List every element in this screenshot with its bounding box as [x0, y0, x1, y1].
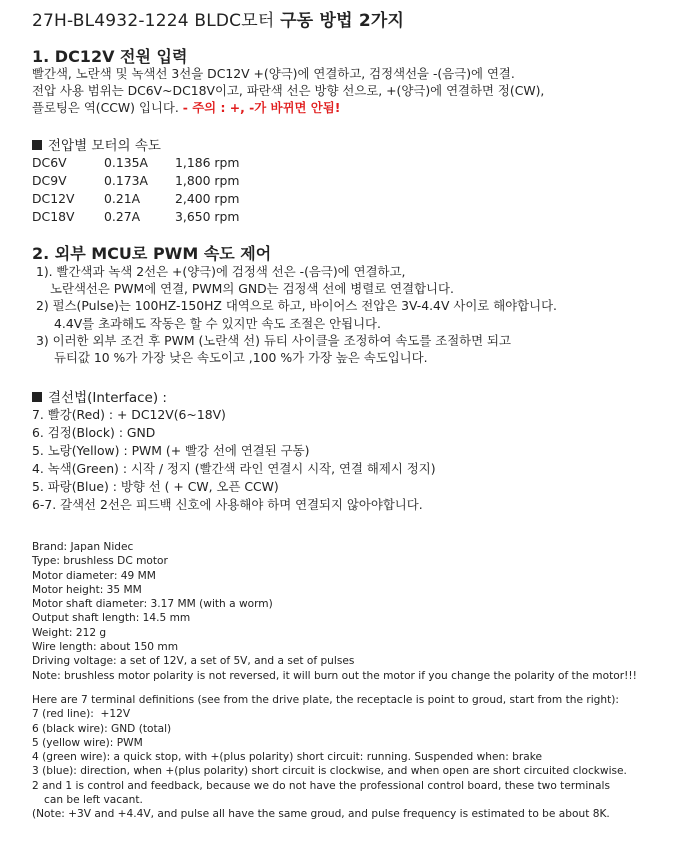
terminal-line: 5 (yellow wire): PWM	[32, 736, 143, 749]
spec-line: Type: brushless DC motor	[32, 555, 168, 568]
spacer	[32, 683, 637, 693]
terminal-line: 3 (blue): direction, when +(plus polarity) short circuit is clockwise, and when open are short circuited clockwise.	[32, 765, 627, 778]
section1-line-3	[32, 99, 340, 116]
speed-rpm: 1,800 rpm	[175, 173, 240, 188]
wiring-item: 5. 노랑(Yellow) : PWM (+ 빨강 선에 연결된 구동)	[32, 443, 310, 458]
section1-line-2: 전압 사용 범위는 DC6V~DC18V이고, 파란색 선은 방향 선으로, +(양극)에 연결하면 정(CW),	[32, 83, 545, 98]
interface-heading	[32, 386, 167, 406]
spec-line: Weight: 212 g	[32, 626, 107, 639]
pwm-line: 4.4V를 초과해도 작동은 할 수 있지만 속도 조절은 안됩니다.	[54, 315, 381, 331]
spec-line: Brand: Japan Nidec	[32, 541, 134, 553]
pwm-instructions	[32, 263, 557, 366]
spec-line: Wire length: about 150 mm	[32, 641, 179, 654]
title-model: 27H-BL4932-1224 BLDC모터	[32, 11, 275, 31]
speed-current: 0.173A	[104, 173, 148, 188]
wiring-list	[32, 406, 436, 514]
pwm-line: 1). 빨간색과 녹색 2선은 +(양극)에 검정색 선은 -(음극)에 연결하고,	[32, 264, 406, 279]
terminal-line: 7 (red line): +12V	[32, 708, 131, 721]
section2-heading: 2. 외부 MCU로 PWM 속도 제어	[32, 244, 272, 263]
wiring-item: 5. 파랑(Blue) : 방향 선 ( + CW, 오픈 CCW)	[32, 479, 279, 494]
pwm-line: 노란색선은 PWM에 연결, PWM의 GND는 검정색 선에 병렬로 연결합니다.	[50, 281, 454, 297]
wiring-item: 6-7. 갈색선 2선은 피드백 신호에 사용해야 하며 연결되지 않아야합니다.	[32, 497, 423, 512]
speed-heading-text: 전압별 모터의 속도	[48, 138, 161, 154]
spec-line: Note: brushless motor polarity is not reversed, it will burn out the motor if you change the polarity of the motor!!!	[32, 669, 637, 682]
speed-rpm: 3,650 rpm	[175, 209, 240, 224]
speed-heading	[32, 134, 161, 154]
spec-line: Output shaft length: 14.5 mm	[32, 612, 191, 625]
speed-voltage: DC18V	[32, 209, 75, 224]
terminal-line: can be left vacant.	[44, 794, 143, 807]
wiring-item: 4. 녹색(Green) : 시작 / 정지 (빨간색 라인 연결시 시작, 연결 해제시 정지)	[32, 461, 436, 476]
title-method: 구동 방법 2가지	[280, 11, 405, 31]
section1-line-1: 빨간색, 노란색 및 녹색선 3선을 DC12V +(양극)에 연결하고, 검정색선을 -(음극)에 연결.	[32, 66, 515, 81]
square-bullet-icon	[32, 140, 42, 150]
pwm-line: 듀티값 10 %가 가장 낮은 속도이고 ,100 %가 가장 높은 속도입니다.	[54, 349, 428, 365]
interface-heading-text: 결선법(Interface) :	[48, 390, 167, 406]
wiring-item: 7. 빨강(Red) : + DC12V(6~18V)	[32, 407, 226, 422]
spec-line: Motor shaft diameter: 3.17 MM (with a worm)	[32, 598, 273, 611]
speed-rpm: 2,400 rpm	[175, 191, 240, 206]
terminal-line: 2 and 1 is control and feedback, because we do not have the professional control board, these two terminals	[32, 779, 610, 792]
speed-voltage: DC9V	[32, 173, 67, 188]
speed-voltage: DC12V	[32, 191, 75, 206]
terminal-line: 4 (green wire): a quick stop, with +(plus polarity) short circuit: running. Suspended when: brake	[32, 751, 542, 764]
polarity-warning: - 주의 : +, -가 바뀌면 안됨!	[182, 100, 341, 115]
speed-current: 0.27A	[104, 209, 141, 224]
speed-voltage: DC6V	[32, 155, 67, 170]
pwm-line: 3) 이러한 외부 조건 후 PWM (노란색 선) 듀티 사이클을 조정하여 속도를 조절하면 되고	[32, 332, 511, 348]
square-bullet-icon	[32, 392, 42, 402]
section1-line-3-text: 플로팅은 역(CCW) 입니다.	[32, 100, 179, 115]
speed-current: 0.135A	[104, 155, 148, 170]
terminal-line: (Note: +3V and +4.4V, and pulse all have the same groud, and pulse frequency is estimated to be about 8K.	[32, 808, 610, 821]
spec-line: Driving voltage: a set of 12V, a set of 5V, and a set of pulses	[32, 655, 355, 668]
english-specs	[32, 540, 637, 822]
spec-line: Motor diameter: 49 MM	[32, 569, 156, 582]
terminal-line: Here are 7 terminal definitions (see from the drive plate, the receptacle is point to groud, start from the right):	[32, 693, 619, 706]
page-title	[32, 6, 404, 31]
pwm-line: 2) 펄스(Pulse)는 100HZ-150HZ 대역으로 하고, 바이어스 전압은 3V-4.4V 사이로 해야합니다.	[32, 298, 557, 314]
speed-current: 0.21A	[104, 191, 141, 206]
terminal-line: 6 (black wire): GND (total)	[32, 722, 172, 735]
spec-line: Motor height: 35 MM	[32, 583, 142, 596]
speed-rpm: 1,186 rpm	[175, 155, 240, 170]
section1-heading: 1. DC12V 전원 입력	[32, 47, 188, 66]
wiring-item: 6. 검정(Block) : GND	[32, 425, 156, 440]
